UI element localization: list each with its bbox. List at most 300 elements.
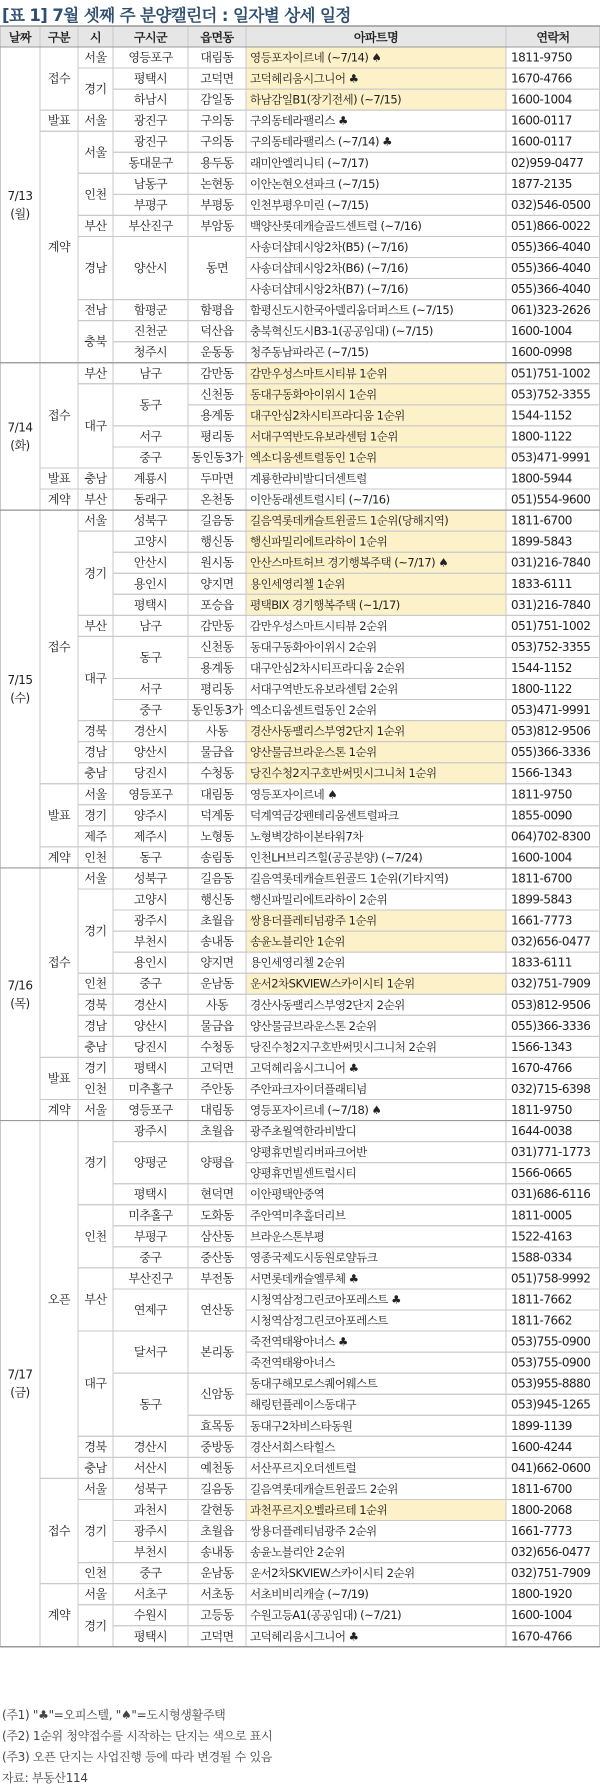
contact-cell: 1800-1122	[511, 429, 572, 444]
header-cell: 날짜	[8, 30, 32, 45]
contact-cell: 1600-4244	[511, 1439, 572, 1454]
town-cell: 신천동	[200, 639, 234, 654]
district-cell: 중구	[139, 450, 162, 465]
district-cell: 서구	[139, 682, 162, 697]
town-cell: 감일동	[200, 92, 234, 107]
contact-cell: 1833-6111	[511, 955, 572, 970]
city-cell: 서울	[84, 871, 107, 886]
apartment-name-cell: 양평휴먼빌센트럴시티	[250, 1166, 357, 1181]
town-cell: 덕산읍	[200, 324, 234, 339]
contact-cell: 053)945-1265	[511, 1397, 591, 1412]
contact-cell: 1522-4163	[511, 1229, 572, 1244]
town-cell: 대림동	[200, 50, 234, 65]
district-cell: 과천시	[133, 1502, 168, 1517]
contact-cell: 1600-1004	[511, 850, 572, 865]
apartment-name-cell: 영등포자이르네 (~7/18) ♠	[250, 1103, 382, 1118]
apartment-name-cell: 사송더샵데시앙2차(B7) (~7/16)	[250, 282, 408, 297]
contact-cell: 1670-4766	[511, 1629, 572, 1644]
contact-cell: 055)366-4040	[511, 239, 591, 254]
district-cell: 양산시	[133, 261, 168, 276]
contact-cell: 1544-1152	[511, 660, 572, 675]
type-cell: 접수	[47, 955, 71, 970]
town-cell: 사동	[205, 997, 229, 1012]
contact-cell: 1877-2135	[511, 176, 572, 191]
contact-cell: 031)771-1773	[511, 1145, 591, 1160]
contact-cell: 1566-1343	[511, 1039, 572, 1054]
town-cell: 수청동	[200, 1039, 234, 1054]
apartment-name-cell: 광주초월역한라비발디	[250, 1124, 357, 1139]
apartment-name-cell: 행신파밀리에트라하이 2순위	[250, 892, 388, 907]
apartment-name-cell: 송윤노블리안 2순위	[250, 1545, 345, 1560]
town-cell: 평리동	[200, 682, 234, 697]
apartment-name-cell: 운서2차SKVIEW스카이시티 2순위	[250, 1566, 415, 1581]
type-cell: 계약	[47, 1103, 71, 1118]
weekday-cell: (금)	[10, 1385, 30, 1400]
district-cell: 고양시	[133, 892, 168, 907]
header-cell: 시	[89, 30, 102, 45]
city-cell: 인천	[84, 976, 107, 991]
city-cell: 충남	[84, 1039, 107, 1054]
city-cell: 서울	[84, 513, 107, 528]
apartment-name-cell: 양평휴먼빌리버파크어반	[250, 1145, 367, 1160]
district-cell: 부산진구	[128, 1271, 173, 1286]
footnotes	[2, 1705, 272, 1789]
district-cell: 미추홀구	[128, 1081, 173, 1096]
town-cell: 삼산동	[200, 1229, 234, 1244]
town-cell: 신천동	[200, 387, 234, 402]
district-cell: 고양시	[133, 534, 168, 549]
apartment-name-cell: 쌍용더플레티넘광주 1순위	[250, 913, 377, 928]
city-cell: 경북	[84, 724, 107, 739]
town-cell: 온천동	[200, 492, 234, 507]
apartment-name-cell: 인천부평우미린 (~7/15)	[250, 197, 369, 212]
town-cell: 고등동	[200, 1608, 234, 1623]
contact-cell: 051)758-9992	[511, 1271, 591, 1286]
contact-cell: 061)323-2626	[511, 303, 591, 318]
town-cell: 운동동	[200, 345, 234, 360]
district-cell: 진천군	[133, 324, 168, 339]
district-cell: 동구	[139, 397, 162, 412]
type-cell: 계약	[47, 492, 71, 507]
apartment-name-cell: 평택BIX 경기행복주택 (~1/17)	[250, 597, 400, 612]
apartment-name-cell: 영등포자이르네 ♠	[250, 787, 338, 802]
footnote-1: (주1) "♣"=오피스텔, "♠"=도시형생활주택	[2, 1708, 226, 1722]
contact-cell: 1670-4766	[511, 71, 572, 86]
apartment-name-cell: 인천LH브리즈힐(공공분양) (~7/24)	[250, 850, 423, 865]
contact-cell: 1644-0038	[511, 1124, 572, 1139]
apartment-name-cell: 노형벽강하이본타워7차	[250, 829, 363, 844]
header-cell: 아파트명	[353, 30, 399, 45]
district-cell: 경산시	[133, 724, 168, 739]
apartment-name-cell: 감만우성스마트시티뷰 1순위	[250, 366, 388, 381]
contact-cell: 055)366-4040	[511, 261, 591, 276]
apartment-name-cell: 구의동테라팰리스 ♣	[250, 113, 348, 128]
apartment-name-cell: 용인세영리첼 2순위	[250, 955, 345, 970]
district-cell: 동구	[139, 650, 162, 665]
apartment-name-cell: 용인세영리첼 1순위	[250, 576, 345, 591]
town-cell: 연산동	[200, 1303, 234, 1317]
apartment-name-cell: 주안파크자이더플래티넘	[250, 1081, 367, 1096]
type-cell: 발표	[47, 808, 71, 823]
type-cell: 계약	[47, 239, 71, 254]
city-cell: 부산	[84, 492, 107, 507]
town-cell: 물금읍	[200, 1018, 234, 1033]
contact-cell: 1600-0117	[511, 113, 572, 128]
city-cell: 대구	[84, 671, 107, 686]
town-cell: 대림동	[200, 787, 234, 802]
contact-cell: 1800-1920	[511, 1587, 572, 1602]
apartment-name-cell: 양산물금브라운스톤 1순위	[250, 745, 377, 760]
district-cell: 제주시	[133, 829, 168, 844]
contact-cell: 1811-6700	[511, 513, 572, 528]
town-cell: 부평동	[200, 197, 234, 212]
district-cell: 당진시	[133, 766, 168, 781]
date-cell: 7/13	[7, 188, 33, 203]
city-cell: 서울	[84, 1103, 107, 1118]
town-cell: 양평읍	[200, 1155, 234, 1170]
city-cell: 경북	[84, 1439, 107, 1454]
district-cell: 광주시	[133, 1524, 168, 1539]
city-cell: 경남	[84, 261, 107, 276]
city-cell: 서울	[84, 50, 107, 65]
contact-cell: 1899-1139	[511, 1418, 572, 1433]
contact-cell: 032)715-6398	[511, 1081, 591, 1096]
contact-cell: 1811-6700	[511, 1481, 572, 1496]
contact-cell: 1600-1004	[511, 92, 572, 107]
town-cell: 함평읍	[200, 303, 234, 318]
district-cell: 부천시	[133, 1545, 168, 1560]
apartment-name-cell: 감만우성스마트시티뷰 2순위	[250, 618, 388, 633]
town-cell: 논현동	[200, 176, 234, 191]
district-cell: 하남시	[133, 92, 168, 107]
town-cell: 초월읍	[200, 1124, 234, 1139]
city-cell: 경기	[84, 924, 107, 939]
contact-cell: 1800-5944	[511, 471, 572, 486]
district-cell: 남구	[139, 618, 162, 633]
town-cell: 중방동	[200, 1439, 234, 1454]
town-cell: 동인동3가	[191, 703, 243, 718]
apartment-name-cell: 고덕헤리움시그니어 ♣	[250, 71, 359, 86]
contact-cell: 032)751-7909	[511, 976, 591, 991]
contact-cell: 053)752-3355	[511, 639, 591, 654]
town-cell: 행신동	[200, 534, 234, 549]
city-cell: 인천	[84, 850, 107, 865]
contact-cell: 1600-1004	[511, 1608, 572, 1623]
contact-cell: 02)959-0477	[511, 155, 584, 170]
town-cell: 양지면	[200, 955, 234, 970]
town-cell: 부암동	[200, 218, 234, 233]
city-cell: 부산	[84, 366, 107, 381]
town-cell: 도화동	[200, 1208, 234, 1223]
contact-cell: 1670-4766	[511, 1060, 572, 1075]
district-cell: 평택시	[133, 71, 168, 86]
city-cell: 서울	[84, 113, 107, 128]
contact-cell: 1566-1343	[511, 766, 572, 781]
footnote-2: (주2) 1순위 청약접수를 시작하는 단지는 색으로 표시	[2, 1729, 273, 1743]
contact-cell: 053)812-9506	[511, 724, 591, 739]
city-cell: 제주	[84, 829, 107, 844]
town-cell: 예천동	[200, 1460, 234, 1475]
district-cell: 부평구	[133, 1229, 168, 1244]
apartment-name-cell: 사송더샵데시앙2차(B5) (~7/16)	[250, 239, 408, 254]
header-cell: 구시군	[133, 30, 168, 45]
town-cell: 부전동	[200, 1271, 234, 1286]
header-cell: 연락처	[536, 30, 570, 45]
apartment-name-cell: 동대구동화아이위시 2순위	[250, 639, 377, 654]
district-cell: 수원시	[133, 1608, 168, 1623]
city-cell: 전남	[84, 303, 107, 318]
district-cell: 광진구	[133, 134, 168, 149]
district-cell: 중구	[139, 976, 162, 991]
apartment-name-cell: 시청역삼정그린코아포레스트	[250, 1313, 388, 1328]
district-cell: 성북구	[133, 1481, 168, 1496]
district-cell: 미추홀구	[128, 1208, 173, 1223]
apartment-name-cell: 해링턴플레이스동대구	[250, 1397, 357, 1412]
apartment-name-cell: 래미안엘리니티 (~7/17)	[250, 155, 369, 170]
town-cell: 송내동	[200, 934, 234, 949]
town-cell: 갈현동	[200, 1502, 234, 1517]
city-cell: 경기	[84, 1060, 107, 1075]
district-cell: 남동구	[133, 176, 168, 191]
contact-cell: 1811-7662	[511, 1313, 572, 1328]
weekday-cell: (수)	[10, 691, 30, 706]
apartment-name-cell: 서초비비리캐슬 (~7/19)	[250, 1587, 369, 1602]
city-cell: 충남	[84, 471, 107, 486]
town-cell: 용계동	[200, 408, 234, 423]
city-cell: 경북	[84, 997, 107, 1012]
contact-cell: 055)366-3336	[511, 1018, 591, 1033]
footnote-3: (주3) 오픈 단지는 사업진행 등에 따라 변경될 수 있음	[2, 1750, 273, 1764]
town-cell: 중산동	[200, 1250, 234, 1265]
town-cell: 길음동	[200, 1481, 234, 1496]
contact-cell: 031)216-7840	[511, 555, 591, 570]
city-cell: 부산	[84, 1292, 107, 1307]
district-cell: 안산시	[133, 555, 168, 570]
town-cell: 구의동	[200, 134, 234, 149]
city-cell: 인천	[84, 1566, 107, 1581]
district-cell: 서산시	[133, 1460, 168, 1475]
district-cell: 서구	[139, 429, 162, 444]
city-cell: 경남	[84, 745, 107, 760]
city-cell: 서울	[84, 1587, 107, 1602]
apartment-name-cell: 경산서희스타힐스	[250, 1439, 335, 1454]
contact-cell: 1899-5843	[511, 534, 572, 549]
apartment-name-cell: 이안평택안중역	[250, 1187, 325, 1202]
district-cell: 용인시	[133, 576, 168, 591]
town-cell: 길음동	[200, 871, 234, 886]
town-cell: 수청동	[200, 766, 234, 781]
apartment-name-cell: 고덕헤리움시그니어 ♣	[250, 1060, 359, 1075]
city-cell: 대구	[84, 1376, 107, 1391]
town-cell: 노형동	[200, 829, 234, 844]
apartment-name-cell: 백양산롯데캐슬골드센트럴 (~7/16)	[250, 218, 422, 233]
district-cell: 영등포구	[128, 50, 173, 65]
city-cell: 인천	[84, 187, 107, 202]
town-cell: 포승읍	[200, 597, 234, 612]
apartment-name-cell: 행신파밀리에트라하이 1순위	[250, 534, 388, 549]
town-cell: 용계동	[200, 660, 234, 675]
apartment-name-cell: 엑소디움센트럴동인 1순위	[250, 450, 377, 465]
type-cell: 발표	[47, 113, 71, 128]
apartment-name-cell: 이안동래센트럴시티 (~7/16)	[250, 492, 390, 507]
district-cell: 동대문구	[128, 155, 173, 170]
apartment-name-cell: 죽전역태왕아너스 ♣	[250, 1334, 348, 1349]
town-cell: 운남동	[200, 1566, 234, 1581]
contact-cell: 031)216-7840	[511, 597, 591, 612]
town-cell: 송림동	[200, 850, 234, 865]
city-cell: 인천	[84, 1081, 107, 1096]
apartment-name-cell: 안산스마트허브 경기행복주택 (~7/17) ♠	[250, 555, 449, 570]
town-cell: 물금읍	[200, 745, 234, 760]
district-cell: 부산진구	[128, 218, 173, 233]
contact-cell: 032)656-0477	[511, 1545, 591, 1560]
city-cell: 서울	[84, 787, 107, 802]
apartment-name-cell: 수원고등A1(공공임대) (~7/21)	[250, 1608, 402, 1623]
table-title: [표 1] 7월 셋째 주 분양캘린더 : 일자별 상세 일정	[2, 6, 351, 25]
town-cell: 고덕면	[200, 71, 234, 86]
district-cell: 성북구	[133, 513, 168, 528]
contact-cell: 1600-1004	[511, 324, 572, 339]
apartment-name-cell: 동대구2차비스타동원	[250, 1418, 353, 1433]
contact-cell: 1661-7773	[511, 913, 572, 928]
town-cell: 서초동	[200, 1587, 234, 1602]
town-cell: 초월읍	[200, 1524, 234, 1539]
weekday-cell: (목)	[10, 996, 30, 1011]
district-cell: 계룡시	[133, 471, 168, 486]
district-cell: 성북구	[133, 871, 168, 886]
district-cell: 동구	[139, 850, 162, 865]
apartment-name-cell: 운서2차SKVIEW스카이시티 1순위	[250, 976, 415, 991]
weekday-cell: (화)	[10, 438, 30, 453]
district-cell: 영등포구	[128, 1103, 173, 1118]
apartment-name-cell: 송윤노블리안 1순위	[250, 934, 345, 949]
apartment-name-cell: 쌍용더플레티넘광주 2순위	[250, 1524, 377, 1539]
district-cell: 양산시	[133, 1018, 168, 1033]
town-cell: 고덕면	[200, 1629, 234, 1644]
date-cell: 7/14	[7, 420, 33, 435]
city-cell: 부산	[84, 618, 107, 633]
apartment-name-cell: 구의동테라팰리스 (~7/14) ♣	[250, 134, 392, 149]
apartment-name-cell: 동대구해모로스퀘어웨스트	[250, 1376, 378, 1391]
type-cell: 오픈	[47, 1292, 71, 1307]
contact-cell: 053)812-9506	[511, 997, 591, 1012]
contact-cell: 1811-7662	[511, 1292, 572, 1307]
apartment-name-cell: 양산물금브라운스톤 2순위	[250, 1018, 377, 1033]
apartment-name-cell: 이안논현오션파크 (~7/15)	[250, 176, 379, 191]
contact-cell: 1661-7773	[511, 1524, 572, 1539]
apartment-name-cell: 당진수청2지구호반써밋시그니처 2순위	[250, 1039, 437, 1054]
district-cell: 양평군	[133, 1155, 168, 1170]
apartment-name-cell: 과천푸르지오벨라르테 1순위	[250, 1502, 388, 1517]
district-cell: 부천시	[133, 934, 168, 949]
district-cell: 광주시	[133, 913, 168, 928]
source-note: 자료: 부동산114	[2, 1771, 88, 1785]
contact-cell: 1811-9750	[511, 50, 572, 65]
district-cell: 중구	[139, 703, 162, 718]
apartment-name-cell: 브라운스톤부평	[250, 1229, 325, 1244]
district-cell: 양주시	[133, 808, 168, 823]
contact-cell: 1600-0117	[511, 134, 572, 149]
contact-cell: 1800-1122	[511, 682, 572, 697]
header-cell: 구분	[47, 30, 71, 45]
apartment-name-cell: 엑소디움센트럴동인 2순위	[250, 703, 377, 718]
contact-cell: 032)751-7909	[511, 1566, 591, 1581]
city-cell: 서울	[84, 145, 107, 160]
town-cell: 효목동	[200, 1418, 234, 1433]
contact-cell: 1588-0334	[511, 1250, 572, 1265]
apartment-name-cell: 서면롯데캐슬엘루체 ♣	[250, 1271, 359, 1286]
town-cell: 행신동	[200, 892, 234, 907]
district-cell: 부평구	[133, 197, 168, 212]
contact-cell: 051)866-0022	[511, 218, 591, 233]
contact-cell: 1811-0005	[511, 1208, 572, 1223]
town-cell: 고덕면	[200, 1060, 234, 1075]
apartment-name-cell: 영등포자이르네 (~7/14) ♠	[250, 50, 382, 65]
town-cell: 본리동	[200, 1345, 234, 1360]
contact-cell: 051)751-1002	[511, 366, 591, 381]
district-cell: 평택시	[133, 597, 168, 612]
city-cell: 경기	[84, 1618, 107, 1633]
district-cell: 서초구	[133, 1587, 168, 1602]
district-cell: 용인시	[133, 955, 168, 970]
contact-cell: 1833-6111	[511, 576, 572, 591]
town-cell: 길음동	[200, 513, 234, 528]
town-cell: 사동	[205, 724, 229, 739]
district-cell: 중구	[139, 1566, 162, 1581]
town-cell: 동인동3가	[191, 450, 243, 465]
contact-cell: 051)554-9600	[511, 492, 591, 507]
apartment-name-cell: 서대구역반도유보라센텀 2순위	[250, 682, 398, 697]
district-cell: 평택시	[133, 1187, 168, 1202]
contact-cell: 1600-0998	[511, 345, 572, 360]
town-cell: 송내동	[200, 1545, 234, 1560]
district-cell: 광주시	[133, 1124, 168, 1139]
contact-cell: 1899-5843	[511, 892, 572, 907]
district-cell: 함평군	[133, 303, 168, 318]
type-cell: 발표	[47, 1071, 71, 1086]
apartment-name-cell: 덕계역금강펜테리움센트럴파크	[250, 808, 399, 823]
town-cell: 두마면	[200, 471, 234, 486]
contact-cell: 051)751-1002	[511, 618, 591, 633]
apartment-name-cell: 시청역삼정그린코아포레스트 ♣	[250, 1292, 401, 1307]
apartment-name-cell: 길음역롯데캐슬트윈골드 2순위	[250, 1481, 398, 1496]
type-cell: 접수	[47, 408, 71, 423]
town-cell: 평리동	[200, 429, 234, 444]
header-cell: 읍면동	[200, 30, 234, 45]
contact-cell: 041)662-0600	[511, 1460, 591, 1475]
type-cell: 접수	[47, 1524, 71, 1539]
contact-cell: 1800-2068	[511, 1502, 572, 1517]
contact-cell: 1811-9750	[511, 787, 572, 802]
city-cell: 충남	[84, 766, 107, 781]
district-cell: 달서구	[133, 1345, 168, 1360]
contact-cell: 031)686-6116	[511, 1187, 591, 1202]
contact-cell: 055)366-3336	[511, 745, 591, 760]
district-cell: 평택시	[133, 1060, 168, 1075]
town-cell: 감만동	[200, 618, 234, 633]
apartment-name-cell: 계룡한라비발디더센트럴	[250, 471, 367, 486]
town-cell: 덕계동	[200, 808, 234, 823]
city-cell: 경기	[84, 808, 107, 823]
contact-cell: 1811-6700	[511, 871, 572, 886]
district-cell: 연제구	[133, 1303, 168, 1317]
contact-cell: 1544-1152	[511, 408, 572, 423]
apartment-name-cell: 대구안심2차시티프라디움 1순위	[250, 408, 405, 423]
contact-cell: 055)366-4040	[511, 282, 591, 297]
district-cell: 광진구	[133, 113, 168, 128]
city-cell: 경기	[84, 82, 107, 97]
contact-cell: 053)755-0900	[511, 1334, 591, 1349]
